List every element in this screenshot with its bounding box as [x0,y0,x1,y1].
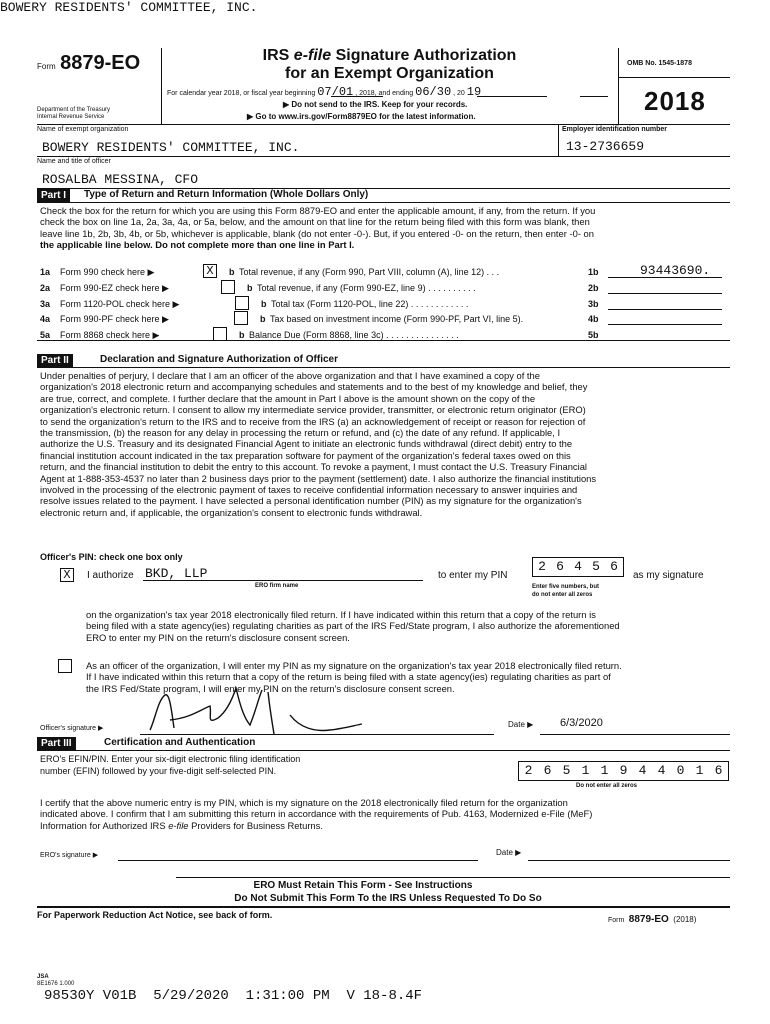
efin-line2: number (EFIN) followed by your five-digit self-selected PIN. [40,766,277,776]
line-amount: 93443690. [640,263,711,278]
line-b-letter: b [260,314,266,324]
pin-digit: 2 [524,763,533,778]
part2-title: Declaration and Signature Authorization of Officer [100,354,338,365]
authorize-text: I authorize [87,570,134,581]
officer-signature-label: Officer's signature ▶ [40,725,104,732]
header-bottom-rule [37,124,730,125]
irs-name: Internal Revenue Service [37,114,105,120]
form-title-line2: for an Exempt Organization [285,65,494,82]
line-b-text: Balance Due (Form 8868, line 3c) . . . . . . . . . . . . . . . [249,330,459,340]
batch-line: 98530Y V01B 5/29/2020 1:31:00 PM V 18-8.4F [44,988,423,1004]
end-year: 19 [466,85,482,99]
org-name-value: BOWERY RESIDENTS' COMMITTEE, INC. [0,0,258,15]
officer-pin-box [532,557,624,577]
text-line: Agent at 1-888-353-4537 no later than 2 business days prior to the payment (settlement) date. I also authorize the financial institutions [40,472,597,484]
form-type-checkbox[interactable]: X [203,264,217,278]
enter-pin-text: to enter my PIN [438,570,508,581]
pin-digit: 1 [600,763,609,778]
pin-note1: Enter five numbers, but [532,584,600,590]
line-b-letter: b [239,330,245,340]
form-number: 8879-EO [60,52,141,74]
line-number: 1a [40,267,51,277]
part3-label: Part III [37,737,76,750]
text-line: on the organization's tax year 2018 electronically filed return. If I have indicated within this return that a copy of the return is [86,609,596,620]
department: Department of the Treasury [37,107,111,113]
tax-year: 2018 [644,86,706,116]
ero-firm-name: BKD, LLP [145,566,208,581]
text-line: being filed with a state agency(ies) regulating charities as part of the IRS Fed/State program, I also authorize the aforementioned [86,620,620,632]
officer-value: ROSALBA MESSINA, CFO [42,172,199,187]
pin-digit: 4 [574,559,582,574]
form-prefix: Form [37,62,56,71]
pin-digit: 2 [538,559,546,574]
form-type-checkbox[interactable] [213,327,227,341]
text-line: organization's 2018 electronic return and accompanying schedules and statements and to the best of my knowledge and belief, they [40,381,588,393]
pin-digit: 9 [619,763,628,778]
line-number: 3a [40,299,51,309]
line-form-text: Form 8868 check here ▶ [60,330,160,340]
text-line: As an officer of the organization, I will enter my PIN as my signature on the organization's tax year 2018 electronically filed return. [86,660,622,671]
line-b-text: Total tax (Form 1120-POL, line 22) . . . . . . . . . . . . [271,299,469,309]
line-b-text: Total revenue, if any (Form 990, Part VIII, column (A), line 12) . . . [239,267,500,277]
text-line: Under penalties of perjury, I declare that I am an officer of the above organization and that I have examined a copy of the [40,370,540,381]
header-divider-right [618,48,619,124]
officer-enter-pin-checkbox[interactable] [58,659,72,673]
part2-declaration [40,370,730,518]
text-line: financial institution account indicated in the tax preparation software for payment of the organization's federal taxes owed on this [40,449,571,461]
org-name-field: BOWERY RESIDENTS' COMMITTEE, INC. [42,140,300,155]
ero-signature-label: ERO's signature ▶ [40,852,99,859]
line-ref: 5b [588,330,599,340]
text-line: If I have indicated within this return that a copy of the return is being filed with a state agency(ies) regulating charities as part of [86,671,611,683]
part2-label: Part II [37,354,73,367]
part1-intro: Check the box for the return for which you are using this Form 8879-EO and enter the applicable amount, if any, from the return. If you check the box on line 1a, 2a, 3a, 4a, or 5a, below, and the amount on that line for the return being filed with this form was blank, then leave line 1b, 2b, 3b, 4b, or 5b, whichever is applicable, blank (do not enter -0-). But, if you entered -0- on the return, then enter -0- on the applicable line below. Do not complete more than one line in Part I. [40,205,596,251]
pin-digit: 4 [638,763,647,778]
ero-firm-label: ERO firm name [255,583,299,589]
officer-date-label: Date ▶ [508,720,534,729]
text-line: authorize the U.S. Treasury and its designated Financial Agent to initiate an electronic funds withdrawal (direct debit) entry to the [40,438,573,450]
text-line: electronic return and, if applicable, the organization's consent to electronic funds withdrawal. [40,506,423,518]
text-line: resolve issues related to the payment. I have selected a personal identification number (PIN) as my signature for the organization's [40,495,582,507]
efin-pin-box [518,761,729,781]
line-ref: 1b [588,267,599,277]
form-type-checkbox[interactable] [221,280,235,294]
text-line: involved in the processing of the electronic payment of taxes to receive confidential information necessary to answer inquiries and [40,484,578,496]
pin-digit: 6 [556,559,564,574]
officer-date-value: 6/3/2020 [560,717,603,729]
notice-do-not-send: ▶ Do not send to the IRS. Keep for your records. [283,100,468,109]
pin-heading: Officer's PIN: check one box only [40,552,183,562]
line-b-text: Total revenue, if any (Form 990-EZ, line 9) . . . . . . . . . . [257,283,476,293]
amount-underline [608,277,722,278]
authorize-ero-checkbox[interactable]: X [60,568,74,582]
ero-date-label: Date ▶ [496,848,522,857]
certification-text: I certify that the above numeric entry is my PIN, which is my signature on the 2018 electronically filed return for the organization indicated above. I confirm that I am submitting this return in accordance with the requirements of Pub. 4163, Modernized e-File (MeF) Information for Authorized IRS e-file Providers for Business Returns. [40,797,593,831]
form-number-block [37,52,140,75]
ein-label: Employer identification number [562,126,668,133]
ein-value: 13-2736659 [566,139,645,154]
pin-note2: do not enter all zeros [532,592,593,598]
part1-title: Type of Return and Return Information (Whole Dollars Only) [84,189,369,200]
line-ref: 3b [588,299,599,309]
line-ref: 2b [588,283,599,293]
end-date: 06/30 [415,85,452,99]
amount-underline [608,293,722,294]
form-type-checkbox[interactable] [234,311,248,325]
line-form-text: Form 1120-POL check here ▶ [60,299,180,309]
text-line: organization's electronic return. I consent to allow my intermediate service provider, transmitter, or electronic return originator (ERO) [40,404,586,416]
omb-number: OMB No. 1545-1878 [627,60,692,67]
pin-digit: 5 [562,763,571,778]
amount-underline [608,324,722,325]
part3-title: Certification and Authentication [104,737,256,748]
line-form-text: Form 990-PF check here ▶ [60,314,169,324]
pin-digit: 1 [581,763,590,778]
pin-digit: 6 [543,763,552,778]
text-line: ERO to enter my PIN on the return's disclosure consent screen. [86,631,350,643]
efin-note: Do not enter all zeros [576,783,638,789]
text-line: to send the organization's return to the IRS and to receive from the IRS (a) an acknowledgement of receipt or reason for rejection of [40,415,586,427]
line-b-letter: b [261,299,267,309]
pin-digit: 5 [592,559,600,574]
pin-digit: 0 [676,763,685,778]
part1-label: Part I [37,189,70,202]
line-b-letter: b [247,283,253,293]
text-line: are true, correct, and complete. I further declare that the amount in Part I above is the amount shown on the copy of the [40,392,536,404]
form-type-checkbox[interactable] [235,296,249,310]
retain-line2: Do Not Submit This Form To the IRS Unless Requested To Do So [234,893,542,904]
officer-label: Name and title of officer [37,158,111,165]
org-name-label: Name of exempt organization [37,126,129,133]
efin-line1: ERO's EFIN/PIN. Enter your six-digit electronic filing identification [40,754,301,764]
pin-digit: 6 [714,763,723,778]
footer-form-ref: Form 8879-EO (2018) [608,914,697,925]
paperwork-notice: For Paperwork Reduction Act Notice, see back of form. [37,910,273,920]
amount-underline [608,309,722,310]
line-number: 5a [40,330,51,340]
begin-date: 07/01 [317,85,354,99]
pin-digit: 6 [610,559,618,574]
jsa-code: 8E1676 1.000 [37,981,75,987]
text-line: the IRS Fed/State program, I will enter my PIN on the return's disclosure consent screen. [86,682,455,694]
officer-signature-image [140,680,370,740]
pin-digit: 4 [657,763,666,778]
line-b-letter: b [229,267,235,277]
line-form-text: Form 990-EZ check here ▶ [60,283,169,293]
option1-text [86,609,730,643]
as-my-signature: as my signature [633,570,704,581]
form-title: IRS e-file Signature Authorization for an Exempt Organization [262,47,517,82]
calendar-line: For calendar year 2018, or fiscal year beginning 07/01 , 2018, and ending 06/30 , 20 19 [167,85,482,99]
line-b-text: Tax based on investment income (Form 990-PF, Part VI, line 5). [270,314,524,324]
pin-digit: 1 [695,763,704,778]
notice-go-to: ▶ Go to www.irs.gov/Form8879EO for the latest information. [247,112,476,121]
line-number: 4a [40,314,51,324]
line-ref: 4b [588,314,599,324]
text-line: the transmission, (b) the reason for any delay in processing the return or refund, and (c) the date of any refund. If applicable, I [40,427,561,439]
jsa-mark: JSA [37,974,49,980]
text-line: return, and the financial institution to debit the entry to this account. To revoke a payment, I must contact the U.S. Treasury Financial [40,461,587,473]
line-form-text: Form 990 check here ▶ [60,267,155,277]
line-number: 2a [40,283,51,293]
retain-line1: ERO Must Retain This Form - See Instructions [253,880,473,891]
